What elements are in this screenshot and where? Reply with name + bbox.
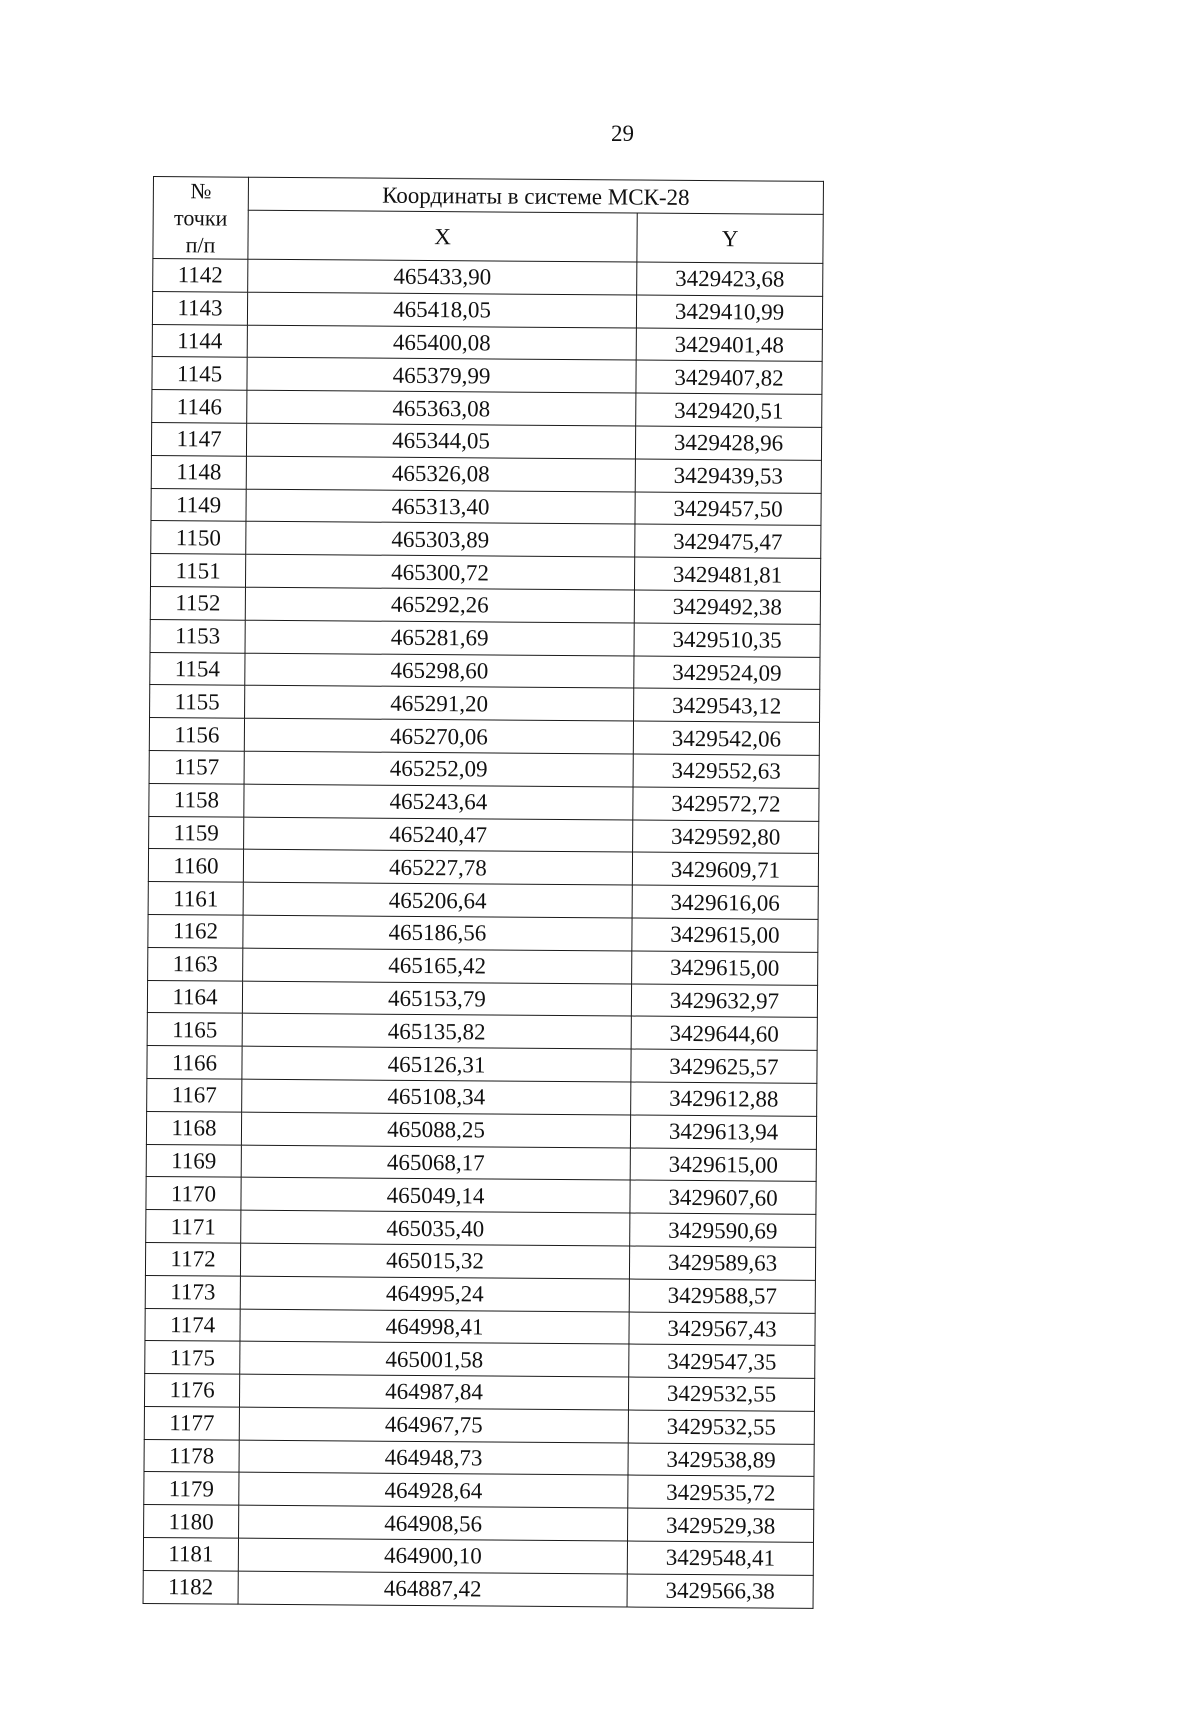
table-row <box>150 685 820 723</box>
y-coordinate-cell: 3429481,81 <box>634 557 820 591</box>
y-coordinate-cell: 3429532,55 <box>628 1410 814 1444</box>
x-coordinate-cell: 465035,40 <box>241 1210 630 1246</box>
y-coordinate-cell: 3429542,06 <box>633 721 819 755</box>
y-coordinate-cell: 3429615,00 <box>632 951 818 985</box>
y-coordinate-cell: 3429592,80 <box>633 820 819 854</box>
y-coordinate-cell: 3429615,00 <box>630 1148 816 1182</box>
table-row <box>149 816 819 854</box>
x-coordinate-cell: 465291,20 <box>245 686 634 722</box>
x-coordinate-cell: 465326,08 <box>246 456 635 492</box>
point-number-cell: 1163 <box>148 947 243 980</box>
y-coordinate-cell: 3429475,47 <box>635 524 821 558</box>
x-coordinate-cell: 465088,25 <box>241 1112 630 1148</box>
point-number-cell: 1177 <box>144 1406 239 1439</box>
point-number-cell: 1175 <box>145 1341 240 1374</box>
table-row <box>151 455 821 493</box>
header-row-axes <box>153 210 823 264</box>
point-number-cell: 1162 <box>148 914 243 947</box>
x-coordinate-cell: 465400,08 <box>247 325 636 361</box>
table-row <box>151 488 821 526</box>
point-number-cell: 1147 <box>151 422 246 455</box>
x-coordinate-cell: 465015,32 <box>240 1243 629 1279</box>
point-number-cell: 1153 <box>150 619 245 652</box>
x-coordinate-cell: 464948,73 <box>239 1440 628 1476</box>
x-coordinate-cell: 464987,84 <box>239 1374 628 1410</box>
point-number-cell: 1157 <box>149 750 244 783</box>
x-coordinate-cell: 465126,31 <box>242 1046 631 1082</box>
y-coordinate-cell: 3429567,43 <box>629 1312 815 1346</box>
y-coordinate-cell: 3429510,35 <box>634 623 820 657</box>
point-number-cell: 1155 <box>150 685 245 718</box>
table-row <box>143 1538 813 1576</box>
x-coordinate-cell: 465068,17 <box>241 1145 630 1181</box>
x-coordinate-cell: 464900,10 <box>238 1538 627 1574</box>
x-coordinate-cell: 465433,90 <box>248 259 637 295</box>
table-row <box>145 1275 815 1313</box>
x-coordinate-cell: 465243,64 <box>244 784 633 820</box>
table-row <box>149 783 819 821</box>
table-row <box>144 1505 814 1543</box>
table-row <box>146 1210 816 1248</box>
y-coordinate-cell: 3429588,57 <box>629 1279 815 1313</box>
table-row <box>144 1406 814 1444</box>
point-number-header-line1: № <box>190 178 212 204</box>
y-coordinate-cell: 3429420,51 <box>636 393 822 427</box>
table-row <box>148 914 818 952</box>
y-coordinate-cell: 3429590,69 <box>630 1213 816 1247</box>
y-coordinate-cell: 3429457,50 <box>635 492 821 526</box>
point-number-cell: 1168 <box>146 1111 241 1144</box>
y-column-header: Y <box>637 213 823 263</box>
point-number-cell: 1179 <box>144 1472 239 1505</box>
y-coordinate-cell: 3429407,82 <box>636 360 822 394</box>
point-number-cell: 1156 <box>149 718 244 751</box>
y-coordinate-cell: 3429532,55 <box>628 1377 814 1411</box>
y-coordinate-cell: 3429566,38 <box>627 1574 813 1608</box>
table-row <box>151 521 821 559</box>
table-row <box>152 357 822 395</box>
x-coordinate-cell: 465227,78 <box>243 850 632 886</box>
table-row <box>151 422 821 460</box>
y-coordinate-cell: 3429492,38 <box>634 590 820 624</box>
point-number-cell: 1145 <box>152 357 247 390</box>
point-number-cell: 1173 <box>145 1275 240 1308</box>
coordinates-table <box>143 176 824 1609</box>
y-coordinate-cell: 3429625,57 <box>631 1049 817 1083</box>
x-coordinate-cell: 465363,08 <box>247 390 636 426</box>
table-row <box>146 1111 816 1149</box>
y-coordinate-cell: 3429410,99 <box>636 295 822 329</box>
point-number-cell: 1166 <box>147 1046 242 1079</box>
y-coordinate-cell: 3429538,89 <box>628 1443 814 1477</box>
point-number-cell: 1174 <box>145 1308 240 1341</box>
table-row <box>152 390 822 428</box>
point-number-cell: 1182 <box>143 1570 238 1603</box>
table-header <box>153 177 824 264</box>
table-row <box>143 1570 813 1608</box>
y-coordinate-cell: 3429613,94 <box>630 1115 816 1149</box>
table-row <box>144 1439 814 1477</box>
table-body <box>143 259 823 1609</box>
table-row <box>150 652 820 690</box>
table-row <box>147 1078 817 1116</box>
x-coordinate-cell: 464967,75 <box>239 1407 628 1443</box>
y-coordinate-cell: 3429548,41 <box>627 1541 813 1575</box>
header-row-top <box>153 177 823 215</box>
table-row <box>144 1472 814 1510</box>
x-coordinate-cell: 465153,79 <box>242 981 631 1017</box>
point-number-cell: 1150 <box>151 521 246 554</box>
table-row <box>152 324 822 362</box>
x-coordinate-cell: 465313,40 <box>246 489 635 525</box>
table-row <box>147 1013 817 1051</box>
table-row <box>149 750 819 788</box>
coordinate-system-header: Координаты в системе МСК-28 <box>248 177 823 214</box>
y-coordinate-cell: 3429401,48 <box>636 328 822 362</box>
x-coordinate-cell: 465108,34 <box>242 1079 631 1115</box>
point-number-cell: 1148 <box>151 455 246 488</box>
y-coordinate-cell: 3429439,53 <box>635 459 821 493</box>
x-coordinate-cell: 465206,64 <box>243 882 632 918</box>
table-row <box>152 291 822 329</box>
y-coordinate-cell: 3429543,12 <box>634 688 820 722</box>
point-number-cell: 1152 <box>150 586 245 619</box>
point-number-cell: 1151 <box>150 554 245 587</box>
table-row <box>146 1144 816 1182</box>
y-coordinate-cell: 3429609,71 <box>632 852 818 886</box>
point-number-cell: 1164 <box>147 980 242 1013</box>
point-number-cell: 1169 <box>146 1144 241 1177</box>
coordinates-table-container <box>143 176 824 1609</box>
table-row <box>144 1374 814 1412</box>
x-coordinate-cell: 465379,99 <box>247 358 636 394</box>
table-row <box>147 980 817 1018</box>
point-number-cell: 1176 <box>144 1374 239 1407</box>
y-coordinate-cell: 3429423,68 <box>637 262 823 296</box>
point-number-cell: 1154 <box>150 652 245 685</box>
point-number-cell: 1146 <box>152 390 247 423</box>
y-coordinate-cell: 3429529,38 <box>628 1508 814 1542</box>
y-coordinate-cell: 3429535,72 <box>628 1476 814 1510</box>
table-row <box>150 619 820 657</box>
x-coordinate-cell: 465186,56 <box>243 915 632 951</box>
y-coordinate-cell: 3429572,72 <box>633 787 819 821</box>
y-coordinate-cell: 3429547,35 <box>629 1344 815 1378</box>
table-row <box>150 586 820 624</box>
y-coordinate-cell: 3429612,88 <box>631 1082 817 1116</box>
table-row <box>148 947 818 985</box>
table-row <box>148 882 818 920</box>
x-column-header: X <box>248 210 637 262</box>
x-coordinate-cell: 464928,64 <box>239 1473 628 1509</box>
page-number: 29 <box>611 121 634 146</box>
x-coordinate-cell: 464908,56 <box>239 1505 628 1541</box>
table-row <box>146 1177 816 1215</box>
point-number-cell: 1158 <box>149 783 244 816</box>
table-row <box>153 259 823 297</box>
point-number-cell: 1144 <box>152 324 247 357</box>
x-coordinate-cell: 465344,05 <box>246 423 635 459</box>
point-number-cell: 1143 <box>152 291 247 324</box>
point-number-cell: 1165 <box>147 1013 242 1046</box>
point-number-cell: 1172 <box>145 1242 240 1275</box>
table-row <box>145 1308 815 1346</box>
x-coordinate-cell: 465292,26 <box>245 587 634 623</box>
x-coordinate-cell: 465300,72 <box>245 554 634 590</box>
table-row <box>148 849 818 887</box>
point-number-cell: 1142 <box>153 259 248 292</box>
y-coordinate-cell: 3429615,00 <box>632 918 818 952</box>
y-coordinate-cell: 3429589,63 <box>629 1246 815 1280</box>
y-coordinate-cell: 3429552,63 <box>633 754 819 788</box>
point-number-cell: 1161 <box>148 882 243 915</box>
x-coordinate-cell: 465001,58 <box>240 1341 629 1377</box>
y-coordinate-cell: 3429524,09 <box>634 656 820 690</box>
y-coordinate-cell: 3429644,60 <box>631 1016 817 1050</box>
point-number-cell: 1149 <box>151 488 246 521</box>
point-number-cell: 1178 <box>144 1439 239 1472</box>
x-coordinate-cell: 465049,14 <box>241 1177 630 1213</box>
y-coordinate-cell: 3429632,97 <box>631 984 817 1018</box>
point-number-cell: 1181 <box>143 1538 238 1571</box>
y-coordinate-cell: 3429616,06 <box>632 885 818 919</box>
point-number-cell: 1180 <box>144 1505 239 1538</box>
table-row <box>145 1341 815 1379</box>
point-number-cell: 1159 <box>149 816 244 849</box>
x-coordinate-cell: 465281,69 <box>245 620 634 656</box>
x-coordinate-cell: 465270,06 <box>244 718 633 754</box>
table-row <box>145 1242 815 1280</box>
point-number-cell: 1170 <box>146 1177 241 1210</box>
table-row <box>150 554 820 592</box>
x-coordinate-cell: 464887,42 <box>238 1571 627 1607</box>
point-number-cell: 1171 <box>146 1210 241 1243</box>
table-row <box>149 718 819 756</box>
point-number-header-line2: точки <box>173 205 228 231</box>
point-number-cell: 1160 <box>148 849 243 882</box>
x-coordinate-cell: 465303,89 <box>246 522 635 558</box>
point-number-header-line3: п/п <box>185 232 216 258</box>
x-coordinate-cell: 465135,82 <box>242 1014 631 1050</box>
x-coordinate-cell: 464995,24 <box>240 1276 629 1312</box>
y-coordinate-cell: 3429607,60 <box>630 1180 816 1214</box>
x-coordinate-cell: 465298,60 <box>245 653 634 689</box>
x-coordinate-cell: 465252,09 <box>244 751 633 787</box>
x-coordinate-cell: 464998,41 <box>240 1309 629 1345</box>
y-coordinate-cell: 3429428,96 <box>635 426 821 460</box>
x-coordinate-cell: 465240,47 <box>244 817 633 853</box>
x-coordinate-cell: 465418,05 <box>247 292 636 328</box>
x-coordinate-cell: 465165,42 <box>243 948 632 984</box>
table-row <box>147 1046 817 1084</box>
point-number-header <box>153 177 249 260</box>
point-number-cell: 1167 <box>147 1078 242 1111</box>
